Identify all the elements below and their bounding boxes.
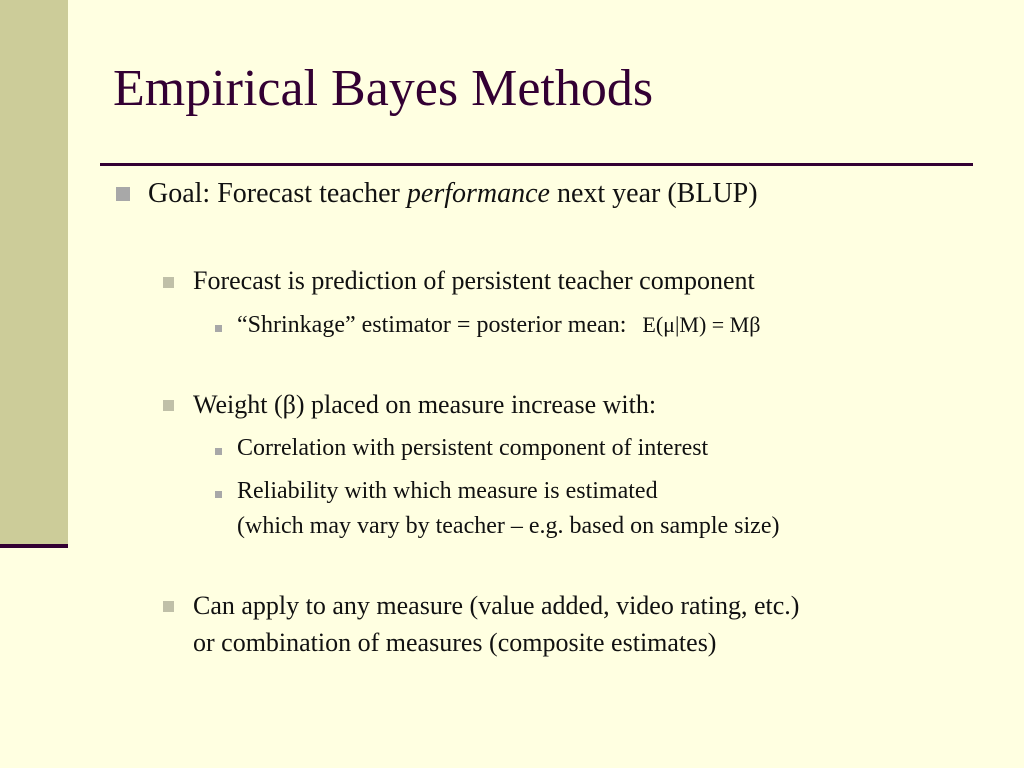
reliability-bullet-text-line1: Reliability with which measure is estimated xyxy=(237,478,658,504)
shrinkage-text: “Shrinkage” estimator = posterior mean: xyxy=(237,312,627,338)
slide-title: Empirical Bayes Methods xyxy=(113,60,654,117)
apply-bullet-text-line2: or combination of measures (composite estimates) xyxy=(193,628,717,657)
bullet-square-icon xyxy=(215,491,222,498)
shrinkage-bullet-text xyxy=(237,312,760,340)
goal-suffix: next year (BLUP) xyxy=(549,178,758,209)
reliability-bullet-text-line2: (which may vary by teacher – e.g. based on sample size) xyxy=(237,513,780,539)
goal-prefix: Goal: Forecast teacher xyxy=(148,178,407,209)
goal-emphasis: performance xyxy=(406,178,550,209)
bullet-square-icon xyxy=(215,448,222,455)
weight-bullet-text: Weight (β) placed on measure increase with: xyxy=(193,390,657,419)
bullet-square-icon xyxy=(116,187,130,201)
bullet-square-icon xyxy=(163,277,174,288)
bullet-square-icon xyxy=(163,400,174,411)
apply-bullet-text-line1: Can apply to any measure (value added, video rating, etc.) xyxy=(193,591,800,620)
correlation-bullet-text: Correlation with persistent component of interest xyxy=(237,435,709,461)
goal-bullet-text xyxy=(148,178,758,210)
forecast-bullet-text: Forecast is prediction of persistent teacher component xyxy=(193,266,755,295)
shrinkage-formula: E(μ|M) = Mβ xyxy=(642,312,761,337)
bullet-square-icon xyxy=(215,325,222,332)
bullet-square-icon xyxy=(163,601,174,612)
